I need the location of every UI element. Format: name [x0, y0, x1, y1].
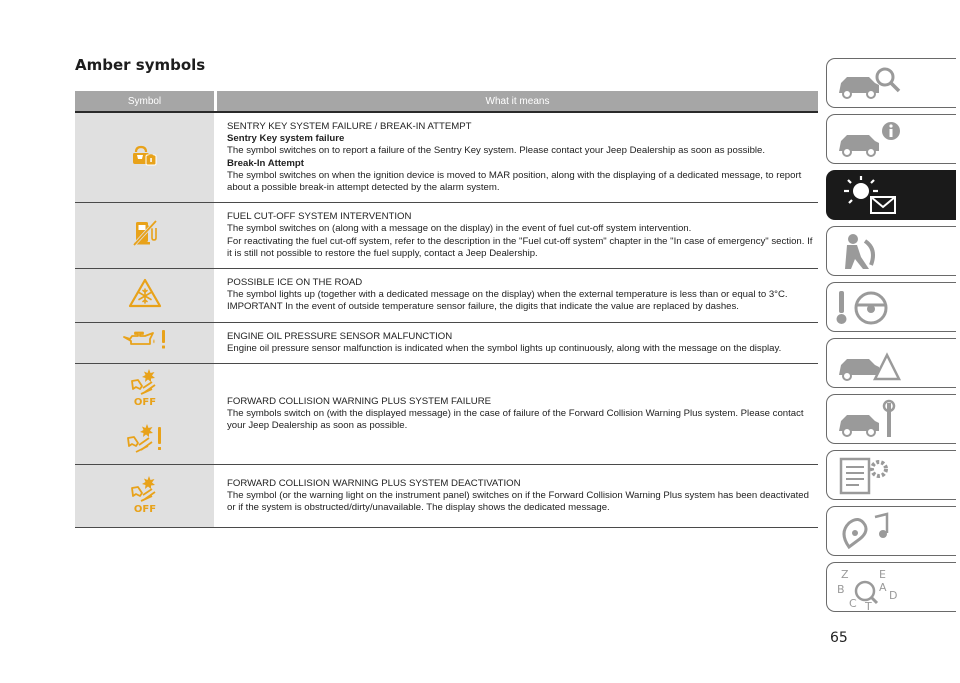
tab-index[interactable]	[826, 562, 956, 612]
row-text: For reactivating the fuel cut-off system, refer to the description in the "Fuel cut-off system" chapter in the "In case of emergency" section. If it is still not possible to restore the fuel supply, contact a Jeep Dealership.	[227, 235, 813, 259]
ice-warning-icon	[128, 278, 162, 313]
row-text: The symbol switches on to report a failure of the Sentry Key system. Please contact your Jeep Dealership as soon as possible.	[227, 145, 766, 157]
index-letter: Z	[841, 568, 849, 581]
symbol-cell	[75, 323, 214, 363]
meaning-cell	[217, 323, 818, 363]
row-text: The symbol (or the warning light on the instrument panel) switches on if the Forward Collision Warning Plus system has been deactivated or if the system is obstructed/dirty/unavailable. The display shows the dedicated message.	[227, 489, 809, 514]
symbol-cell	[75, 269, 214, 322]
symbol-cell	[75, 364, 214, 464]
index-letter: C	[849, 597, 857, 610]
oil-pressure-sensor-icon	[122, 328, 168, 357]
fcw-failure-icon	[125, 423, 165, 460]
row-title: FORWARD COLLISION WARNING PLUS SYSTEM FAILURE	[227, 395, 492, 407]
tab-safety[interactable]	[826, 226, 956, 276]
index-letter: E	[879, 568, 886, 581]
symbols-table	[75, 91, 818, 528]
tab-starting-driving[interactable]	[826, 282, 956, 332]
table-row	[75, 113, 818, 203]
symbol-cell	[75, 203, 214, 268]
off-label: OFF	[133, 397, 156, 407]
table-row	[75, 465, 818, 528]
column-header-symbol: Symbol	[127, 95, 162, 107]
meaning-cell	[217, 364, 818, 464]
row-title: SENTRY KEY SYSTEM FAILURE / BREAK-IN ATTEMPT	[227, 121, 472, 132]
index-letter: A	[879, 581, 887, 594]
row-title: FORWARD COLLISION WARNING PLUS SYSTEM DEACTIVATION	[227, 477, 521, 489]
sentry-key-icon	[132, 144, 158, 171]
tab-car-info[interactable]	[826, 114, 956, 164]
page-number: 65	[830, 630, 848, 646]
row-title: FUEL CUT-OFF SYSTEM INTERVENTION	[227, 211, 412, 223]
row-text: The symbols switch on (with the displayed message) in the case of failure of the Forward Collision Warning Plus system. Please contact your Jeep Dealership as soon as possible.	[227, 407, 804, 432]
tab-warning-lights-messages[interactable]	[826, 170, 956, 220]
table-header	[75, 91, 818, 111]
row-subheading: Sentry Key system failure	[227, 133, 345, 145]
tab-technical-specs[interactable]	[826, 450, 956, 500]
row-text: The symbol switches on (along with a message on the display) in the event of fuel cut-off system intervention.	[227, 223, 692, 235]
index-letter: B	[837, 583, 845, 596]
meaning-cell	[217, 113, 818, 202]
symbol-cell	[75, 465, 214, 527]
meaning-cell	[217, 465, 818, 527]
table-row	[75, 364, 818, 465]
tab-maintenance[interactable]	[826, 394, 956, 444]
row-title: POSSIBLE ICE ON THE ROAD	[227, 277, 363, 289]
row-text: The symbol switches on when the ignition device is moved to MAR position, along with the displaying of a dedicated message, to report about a possible break-in attempt detected by the alarm system.	[227, 169, 802, 194]
table-row	[75, 323, 818, 364]
row-text: The symbol lights up (together with a dedicated message on the display) when the external temperature is less than or equal to 3°C.	[227, 289, 788, 301]
column-header-meaning: What it means	[485, 95, 550, 107]
table-row	[75, 203, 818, 269]
table-row	[75, 269, 818, 323]
row-title: ENGINE OIL PRESSURE SENSOR MALFUNCTION	[227, 330, 453, 342]
tab-multimedia[interactable]	[826, 506, 956, 556]
index-letter: T	[865, 600, 872, 611]
tab-car-search[interactable]	[826, 58, 956, 108]
off-label: OFF	[133, 503, 156, 513]
tab-emergency[interactable]	[826, 338, 956, 388]
row-text: IMPORTANT In the event of outside temperature sensor failure, the digits that indicate the value are replaced by dashes.	[227, 301, 739, 313]
row-text: Engine oil pressure sensor malfunction is indicated when the symbol lights up continuously, along with the message on the display.	[227, 342, 782, 354]
symbol-cell	[75, 113, 214, 202]
meaning-cell	[217, 203, 818, 268]
fcw-off-icon	[127, 475, 163, 518]
fcw-off-icon	[127, 368, 163, 411]
fuel-cutoff-icon	[132, 219, 158, 252]
row-subheading: Break-In Attempt	[227, 157, 304, 169]
index-letter: D	[889, 589, 898, 602]
meaning-cell	[217, 269, 818, 322]
section-heading: Amber symbols	[75, 56, 206, 74]
